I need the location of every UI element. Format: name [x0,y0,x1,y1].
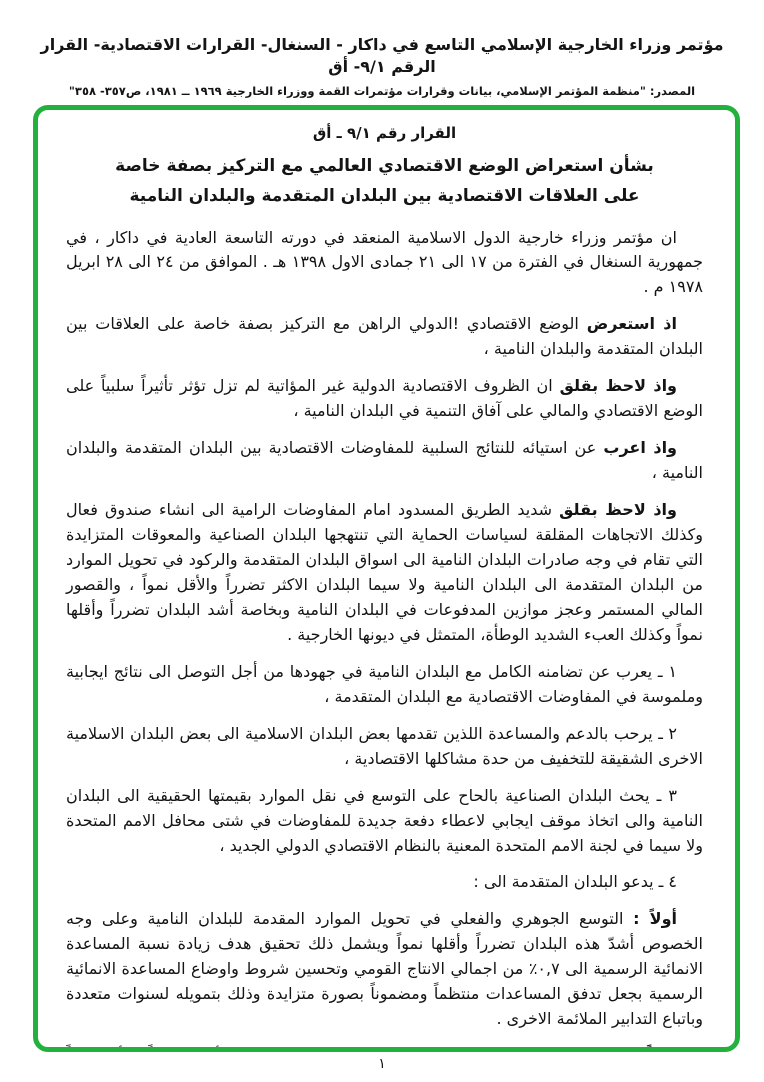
paragraph-lead: أولاً : [633,909,677,929]
paragraph-lead: واذ لاحظ بقلق [559,376,677,396]
paragraph-text: التوسع الجوهري والفعلي في تحويل الموارد المقدمة للبلدان النامية وعلى وجه الخصوص أشدّ هذه البلدان تضرراً وأقلها نمواً ويشمل ذلك تحقيق هدف زيادة نسبة المساعدة الانمائية الرسمية الى ٠,٧٪ من اجمالي الانتاج القومي وتحسين شروط واوضاع المساعدة الانمائية الرسمية بجعل تدفق المساعدات منتظماً ومضموناً بصورة متزايدة وذلك بتمويله لسنوات متعددة وباتباع التدابير الملائمة الاخرى . [66,909,703,1029]
sub-item-second [66,1044,703,1052]
paragraph-lead: واذ اعرب [603,438,677,458]
paragraph-text: ان الظروف الاقتصادية الدولية غير المؤاتية لم تزل تؤثر تأثيراً سلبياً على الوضع الاقتصادي والمالي على آفاق التنمية في البلدان النامية ، [66,376,703,421]
paragraph-text [66,1046,703,1052]
source-citation: المصدر: "منظمة المؤتمر الإسلامي، بيانات وقرارات مؤتمرات القمة ووزراء الخارجية ١٩٦٩ ــ ١٩٨١، ص٣٥٧- ٣٥٨" [68,84,696,99]
operative-item-3 [66,784,703,859]
paragraph-text: ٢ ـ يرحب بالدعم والمساعدة اللذين تقدمها بعض البلدان الاسلامية الى بعض البلدان الاسلامية الاخرى الشقيقة للتخفيف من حدة مشاكلها الاقتصادية ، [66,723,703,768]
resolution-subject [66,152,703,212]
paragraph-lead [632,1046,677,1052]
paragraph-noting-grave-concern [66,498,703,648]
paragraph-text: عن استيائه للنتائج السلبية للمفاوضات الاقتصادية بين البلدان المتقدمة والبلدان النامية ، [66,438,703,483]
page-number: ١ [378,1056,386,1072]
paragraph-noting-concern [66,374,703,424]
document-frame [33,105,740,1052]
resolution-subject-line1: بشأن استعراض الوضع الاقتصادي العالمي مع التركيز بصفة خاصة [115,156,654,176]
resolution-subject-line2: على العلاقات الاقتصادية بين البلدان المتقدمة والبلدان النامية [129,185,640,206]
paragraph-text: ان مؤتمر وزراء خارجية الدول الاسلامية المنعقد في دورته التاسعة العادية في داكار ، في جمهورية السنغال في الفترة من ١٧ الى ٢١ جمادى الاول ١٣٩٨ هـ . الموافق من ٢٤ الى ٢٨ ابريل ١٩٧٨ م . [66,227,704,297]
resolution-number-title: القرار رقم ٩/١ ـ أق [312,124,457,142]
operative-item-2 [66,722,703,772]
operative-item-1 [66,660,703,710]
sub-item-first [66,907,703,1032]
paragraph-expressing-regret [66,436,703,486]
page-header [0,0,764,98]
header-citation: مؤتمر وزراء الخارجية الإسلامي التاسع في داكار - السنغال- القرارات الاقتصادية- القرار الرقم ٩/١- أق [40,35,724,76]
paragraph-text: شديد الطريق المسدود امام المفاوضات الرامية الى انشاء صندوق فعال وكذلك الاتجاهات المقلقة لسياسات الحماية التي تنتهجها البلدان الصناعية والمعوقات المتزايدة التي تقام في وجه صادرات البلدان النامية الى اسواق البلدان المتقدمة والركود في تحويل الموارد من البلدان المتقدمة الى البلدان النامية ولا سيما البلدان الاكثر تضرراً والأقل نمواً ، والقصور المالي المستمر وعجز موازين المدفوعات في البلدان النامية وبخاصة أشد البلدان تضرراً وأقلها نمواً وكذلك العبء الشديد الوطأة، المتمثل في ديونها الخارجية . [66,500,703,644]
paragraph-text: ١ ـ يعرب عن تضامنه الكامل مع البلدان النامية في جهودها من أجل التوصل الى نتائج ايجابية وملموسة في المفاوضات الاقتصادية مع البلدان المتقدمة ، [66,661,703,706]
paragraph-lead: اذ استعرض [586,314,677,334]
operative-item-4 [66,870,703,895]
paragraph-preamble [66,226,703,301]
paragraph-lead: واذ لاحظ بقلق [559,500,677,520]
paragraph-text: الوضع الاقتصادي !الدولي الراهن مع التركيز بصفة خاصة على العلاقات بين البلدان المتقدمة والبلدان النامية ، [66,314,703,359]
paragraph-text: ٣ ـ يحث البلدان الصناعية بالحاح على التوسع في نقل الموارد بقيمتها الحقيقية الى البلدان النامية والى اتخاذ موقف ايجابي لاعطاء دفعة جديدة للمفاوضات في شتى محافل الامم المتحدة ولا سيما في لجنة الامم المتحدة المعنية بالنظام الاقتصادي الدولي الجديد ، [66,785,703,855]
paragraph-text: ٤ ـ يدعو البلدان المتقدمة الى : [473,872,677,892]
document-body [66,226,703,1053]
paragraph-reviewing [66,312,703,362]
